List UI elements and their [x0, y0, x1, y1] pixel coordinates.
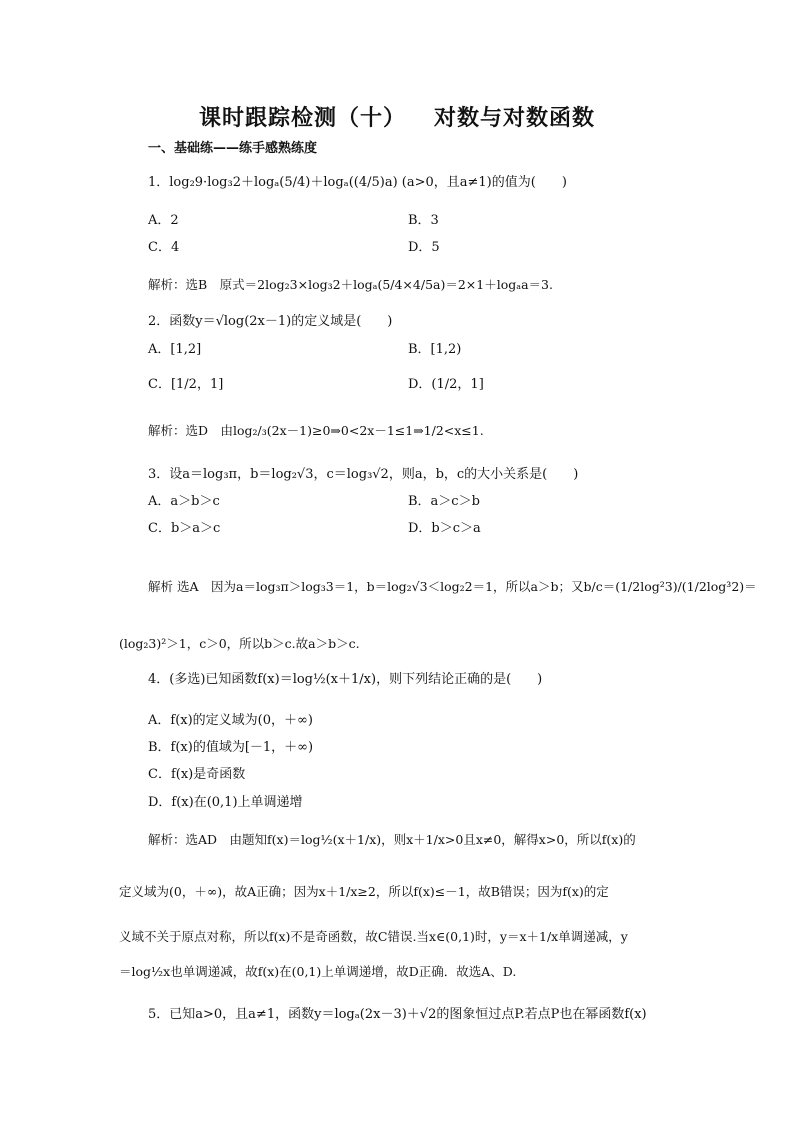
q1-stem: 1．log₂9·log₃2＋logₐ(5/4)＋logₐ((4/5)a) (a>0，且a≠1)的值为( )	[148, 175, 567, 190]
section-heading: 一、基础练——练手感熟练度	[148, 141, 318, 156]
q4-solution-line2: 定义域为(0，＋∞)，故A正确；因为x＋1/x≥2，所以f(x)≤－1，故B错误；因为f(x)的定	[119, 884, 609, 899]
q4-option-b: B．f(x)的值域为[－1，＋∞)	[148, 740, 314, 755]
q5-stem: 5．已知a>0，且a≠1，函数y＝logₐ(2x－3)＋√2的图象恒过点P.若点P也在幂函数f(x)	[148, 1007, 647, 1022]
q3-option-b: B．a＞c＞b	[408, 494, 480, 509]
q1-option-d: D．5	[408, 240, 440, 255]
q3-option-a: A．a＞b＞c	[148, 494, 220, 509]
q2-stem: 2．函数y＝√log(2x－1)的定义域是( )	[148, 314, 393, 329]
q2-option-a: A．[1,2]	[148, 342, 202, 357]
title-right: 对数与对数函数	[434, 106, 596, 131]
q4-option-d: D．f(x)在(0,1)上单调递增	[148, 795, 303, 810]
q1-option-c: C．4	[148, 240, 180, 255]
q4-solution-line1: 解析：选AD 由题知f(x)＝log½(x＋1/x)，则x＋1/x>0且x≠0，解得x>0，所以f(x)的	[148, 832, 636, 847]
q1-option-b: B．3	[408, 213, 439, 228]
q3-solution-line1: 解析 选A 因为a＝log₃π＞log₃3＝1，b＝log₂√3＜log₂2＝1，所以a＞b；又b/c＝(1/2log²3)/(1/2log³2)＝	[148, 579, 757, 594]
q4-solution-line4: ＝log½x也单调递减，故f(x)在(0,1)上单调递增，故D正确．故选A、D.	[119, 964, 517, 979]
q2-option-b: B．[1,2)	[408, 342, 462, 357]
q1-option-a: A．2	[148, 213, 179, 228]
title-left: 课时跟踪检测（十）	[198, 106, 406, 131]
q4-option-c: C．f(x)是奇函数	[148, 767, 246, 782]
q3-option-c: C．b＞a＞c	[148, 521, 221, 536]
page-title	[0, 101, 794, 132]
q2-option-d: D．(1/2，1]	[408, 377, 484, 392]
q3-solution-line2: (log₂3)²＞1，c＞0，所以b＞c.故a＞b＞c.	[119, 636, 360, 651]
q3-option-d: D．b＞c＞a	[408, 521, 481, 536]
q4-solution-line3: 义域不关于原点对称，所以f(x)不是奇函数，故C错误.当x∈(0,1)时，y＝x＋1/x单调递减，y	[119, 929, 628, 944]
q2-option-c: C．[1/2，1]	[148, 377, 224, 392]
q4-stem: 4．(多选)已知函数f(x)＝log½(x＋1/x)，则下列结论正确的是( )	[148, 672, 543, 687]
q3-stem: 3．设a＝log₃π，b＝log₂√3，c＝log₃√2，则a，b，c的大小关系是( )	[148, 467, 579, 482]
q4-option-a: A．f(x)的定义域为(0，＋∞)	[148, 713, 313, 728]
q2-solution: 解析：选D 由log₂/₃(2x－1)≥0⇒0<2x－1≤1⇒1/2<x≤1.	[148, 423, 484, 438]
q1-solution: 解析：选B 原式＝2log₂3×log₃2＋logₐ(5/4×4/5a)＝2×1＋logₐa＝3.	[148, 277, 553, 292]
